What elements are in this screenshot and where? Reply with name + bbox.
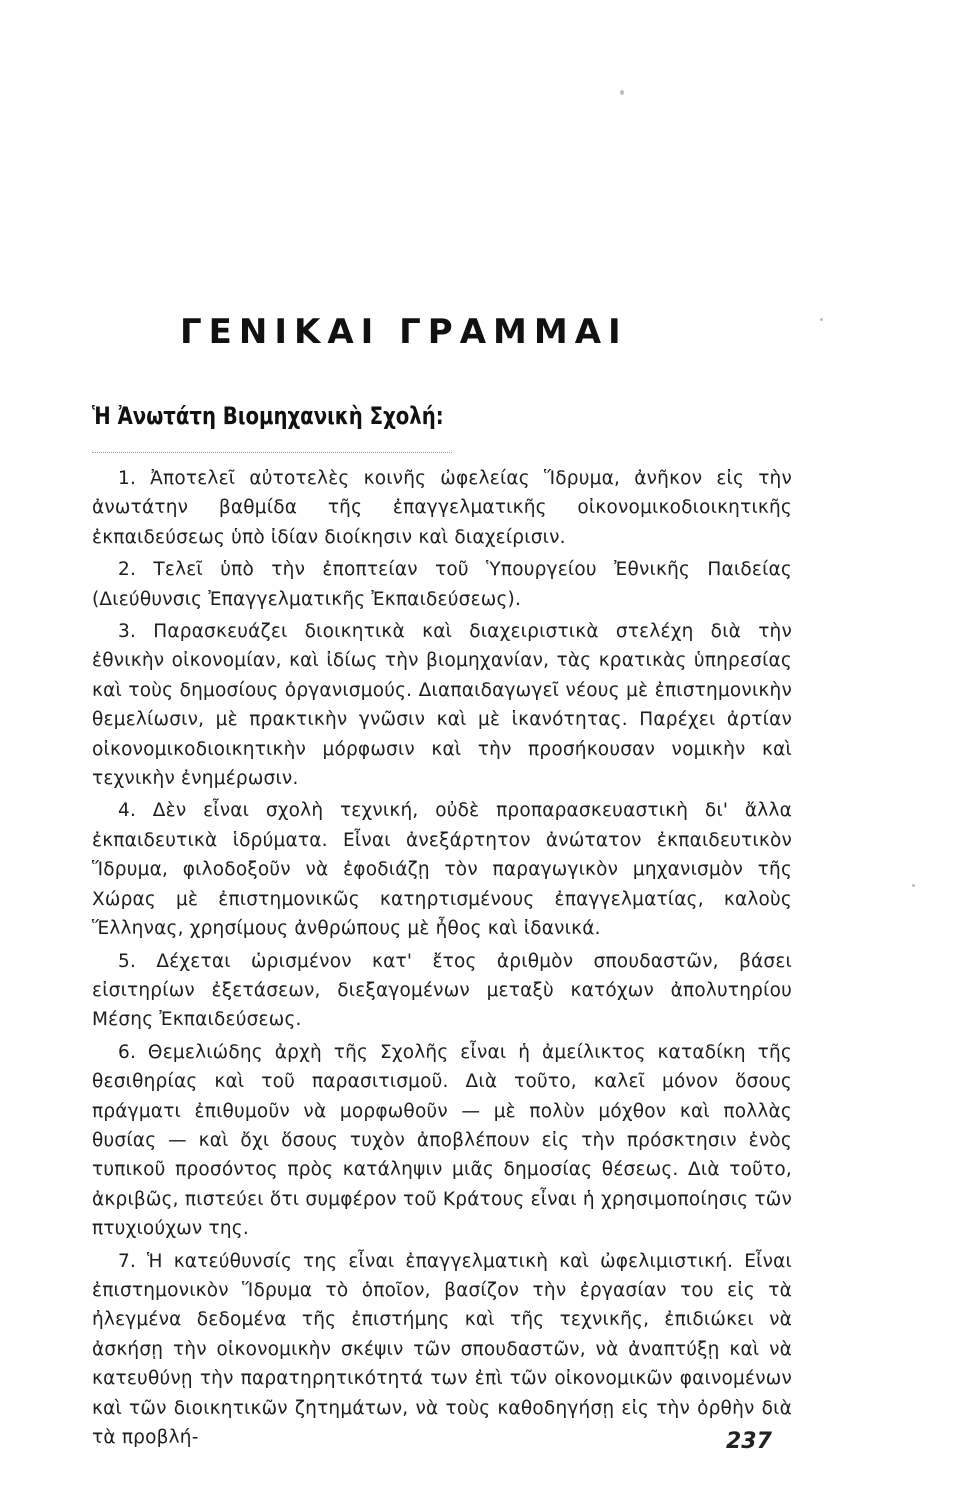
- paragraph-3: 3. Παρασκευάζει διοικητικὰ καὶ διαχειριστικὰ στελέχη διὰ τὴν ἐθνικὴν οἰκονομίαν, καὶ ἰδίως τὴν βιομηχανίαν, τὰς κρατικὰς ὑπηρεσίας καὶ τοὺς δημοσίους ὀργανισμούς. Διαπαιδαγωγεῖ νέους μὲ ἐπιστημονικὴν θεμελίωσιν, μὲ πρακτικὴν γνῶσιν καὶ μὲ ἱκανότητας. Παρέχει ἀρτίαν οἰκονομικοδιοικητικὴν μόρφωσιν καὶ τὴν προσήκουσαν νομικὴν καὶ τεχνικὴν ἐνημέρωσιν.: [92, 621, 792, 790]
- print-speck: [912, 884, 915, 887]
- paragraph-4: 4. Δὲν εἶναι σχολὴ τεχνική, οὐδὲ προπαρασκευαστικὴ δι' ἄλλα ἐκπαιδευτικὰ ἱδρύματα. Εἶναι ἀνεξάρτητον ἀνώτατον ἐκπαιδευτικὸν Ἵδρυμα, φιλοδοξοῦν νὰ ἐφοδιάζῃ τὸν παραγωγικὸν μηχανισμὸν τῆς Χώρας μὲ ἐπιστημονικῶς κατηρτισμένους ἐπαγγελματίας, καλοὺς Ἕλληνας, χρησίμους ἀνθρώπους μὲ ἦθος καὶ ἰδανικά.: [92, 800, 792, 940]
- print-speck: [820, 318, 823, 321]
- body-text: [92, 464, 792, 1452]
- section-subtitle: Ἡ Ἀνωτάτη Βιομηχανικὴ Σχολή:: [92, 402, 444, 430]
- subtitle-underline: [92, 452, 452, 453]
- paragraph-5: 5. Δέχεται ὡρισμένον κατ' ἔτος ἀριθμὸν σπουδαστῶν, βάσει εἰσιτηρίων ἐξετάσεων, διεξαγομένων μεταξὺ κατόχων ἀπολυτηρίου Μέσης Ἐκπαιδεύσεως.: [92, 950, 792, 1031]
- print-speck: [620, 90, 624, 95]
- paragraph-6: 6. Θεμελιώδης ἀρχὴ τῆς Σχολῆς εἶναι ἡ ἀμείλικτος καταδίκη τῆς θεσιθηρίας καὶ τοῦ παρασιτισμοῦ. Διὰ τοῦτο, καλεῖ μόνον ὅσους πράγματι ἐπιθυμοῦν νὰ μορφωθοῦν — μὲ πολὺν μόχθον καὶ πολλὰς θυσίας — καὶ ὄχι ὅσους τυχὸν ἀποβλέπουν εἰς τὴν πρόσκτησιν ἑνὸς τυπικοῦ προσόντος πρὸς κατάληψιν μιᾶς δημοσίας θέσεως. Διὰ τοῦτο, ἀκριβῶς, πιστεύει ὅτι συμφέρον τοῦ Κράτους εἶναι ἡ χρησιμοποίησις τῶν πτυχιούχων της.: [92, 1041, 792, 1240]
- paragraph-1: 1. Ἀποτελεῖ αὐτοτελὲς κοινῆς ὠφελείας Ἵδρυμα, ἀνῆκον εἰς τὴν ἀνωτάτην βαθμίδα τῆς ἐπαγγελματικῆς οἰκονομικοδιοικητικῆς ἐκπαιδεύσεως ὑπὸ ἰδίαν διοίκησιν καὶ διαχείρισιν.: [92, 468, 792, 548]
- paragraph-2: 2. Τελεῖ ὑπὸ τὴν ἐποπτείαν τοῦ Ὑπουργείου Ἐθνικῆς Παιδείας (Διεύθυνσις Ἐπαγγελματικῆς Ἐκπαιδεύσεως).: [92, 559, 792, 610]
- page-title: ΓΕΝΙΚΑΙ ΓΡΑΜΜΑΙ: [180, 312, 628, 352]
- page-number: 237: [726, 1429, 772, 1454]
- paragraph-7: 7. Ἡ κατεύθυνσίς της εἶναι ἐπαγγελματικὴ καὶ ὠφελιμιστική. Εἶναι ἐπιστημονικὸν Ἵδρυμα τὸ ὁποῖον, βασίζον τὴν ἐργασίαν του εἰς τὰ ἠλεγμένα δεδομένα τῆς ἐπιστήμης καὶ τῆς τεχνικῆς, ἐπιδιώκει νὰ ἀσκήσῃ τὴν οἰκονομικὴν σκέψιν τῶν σπουδαστῶν, νὰ ἀναπτύξῃ καὶ νὰ κατευθύνῃ τὴν παρατηρητικότητά των ἐπὶ τῶν οἰκονομικῶν φαινομένων καὶ τῶν διοικητικῶν ζητημάτων, νὰ τοὺς καθοδηγήσῃ εἰς τὴν ὀρθὴν διὰ τὰ προβλή-: [92, 1250, 792, 1448]
